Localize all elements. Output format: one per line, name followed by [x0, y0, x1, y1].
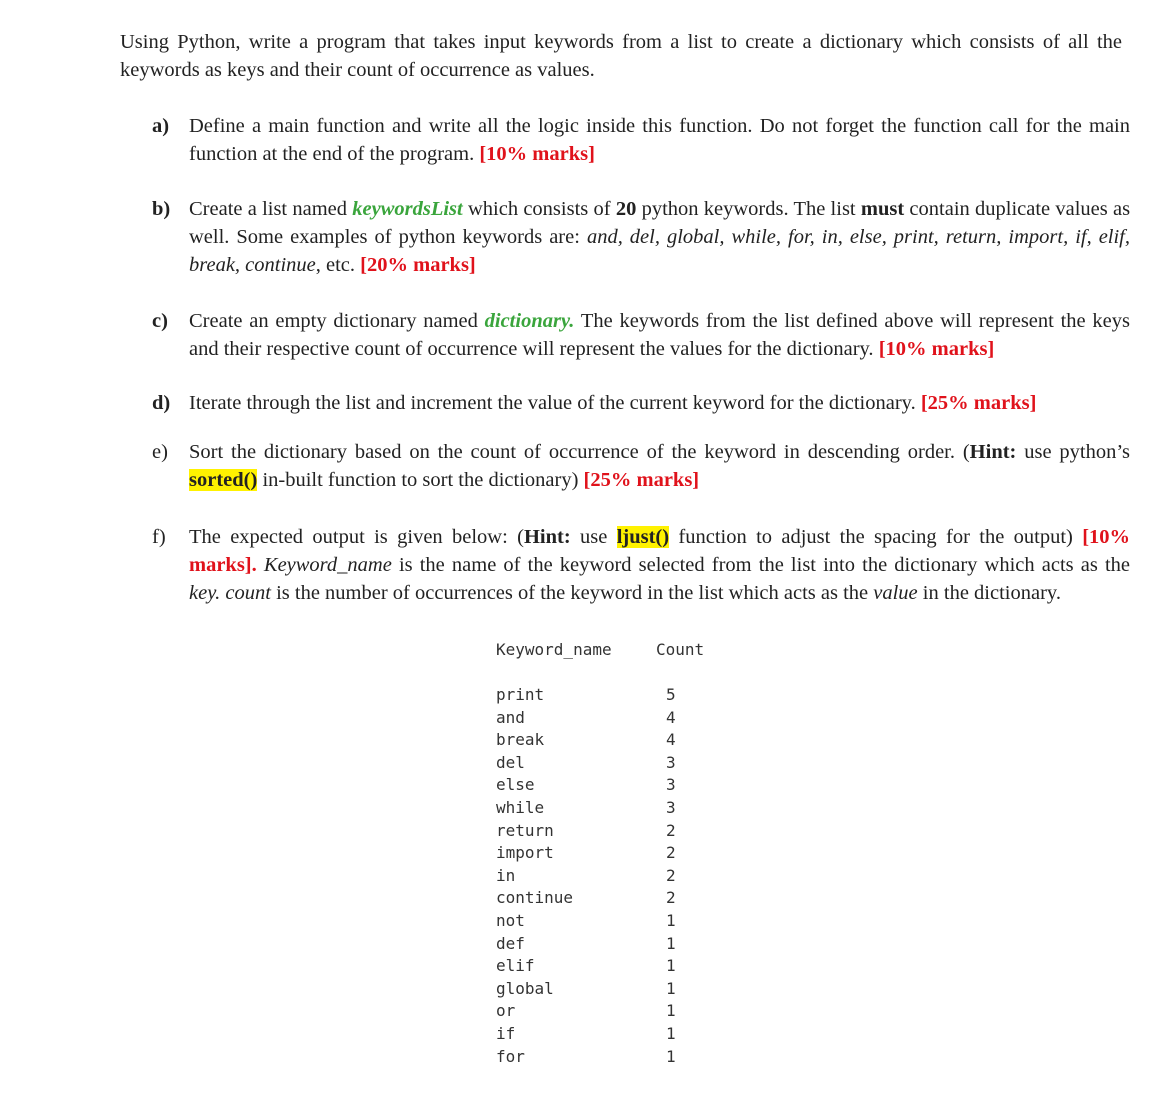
item-d-marks: [25% marks]	[920, 392, 1037, 414]
item-a-marks: [10% marks]	[479, 143, 595, 165]
table-row	[496, 843, 716, 866]
table-row	[496, 979, 716, 1002]
item-e-t3: in-built function to sort the dictionary)	[262, 469, 579, 491]
row-keyword: if	[496, 1024, 516, 1043]
item-f-hint: Hint:	[523, 526, 571, 548]
item-d-body: Iterate through the list and increment the value of the current keyword for the dictionary.	[189, 392, 916, 414]
item-e-label: e)	[152, 441, 168, 463]
row-keyword: while	[496, 798, 545, 817]
item-b-label: b)	[152, 198, 171, 220]
item-b-t5: , etc.	[315, 254, 356, 276]
item-a-body: Define a main function and write all the logic inside this function. Do not forget the function call for the main function at the end of the program.	[189, 115, 1130, 165]
table-row	[496, 821, 716, 844]
table-row	[496, 775, 716, 798]
row-count: 1	[666, 1046, 676, 1066]
item-c-t1: Create an empty dictionary named	[189, 310, 478, 332]
item-c-t2: The keywords from the list defined above will represent the keys and their respective count of occurrence will represent the values for the dictionary.	[189, 310, 1130, 360]
row-count: 3	[666, 775, 676, 795]
item-b-t2: which consists of	[467, 198, 611, 220]
row-keyword: break	[496, 730, 545, 750]
row-count: 2	[666, 843, 676, 863]
item-b-t4: contain duplicate values as well. Some examples of python keywords are:	[189, 198, 1131, 248]
item-a	[152, 112, 1130, 168]
table-row	[496, 708, 716, 731]
item-d	[152, 389, 1130, 417]
item-e-marks: [25% marks]	[583, 469, 700, 491]
row-keyword: return	[496, 820, 554, 840]
item-c	[152, 307, 1130, 363]
item-f-t3: function to adjust the spacing for the output)	[678, 526, 1073, 548]
row-count: 1	[666, 911, 676, 930]
item-b	[152, 195, 1130, 279]
item-a-label: a)	[152, 115, 170, 137]
value-term: value	[873, 582, 918, 604]
row-count: 1	[666, 978, 676, 998]
item-e	[152, 438, 1130, 494]
row-count: 1	[666, 1024, 676, 1043]
table-row	[496, 956, 716, 979]
row-keyword: elif	[496, 956, 535, 976]
row-keyword: global	[496, 978, 554, 998]
table-row	[496, 1047, 716, 1070]
table-row	[496, 934, 716, 957]
row-keyword: else	[496, 775, 535, 795]
row-keyword: for	[496, 1046, 525, 1066]
item-e-hint: Hint:	[969, 441, 1017, 463]
header-keyword-name: Keyword_name	[496, 640, 612, 659]
item-a-text	[189, 112, 1130, 168]
row-keyword: in	[496, 865, 516, 885]
keyword-examples: and, del, global, while, for, in, else, print, return, import, if, elif, break, continue	[189, 226, 1131, 276]
table-row	[496, 753, 716, 776]
table-row	[496, 685, 716, 708]
item-c-text	[189, 307, 1130, 363]
row-count: 3	[666, 752, 676, 772]
table-row	[496, 730, 716, 753]
ljust-function: ljust()	[616, 526, 670, 548]
row-keyword: not	[496, 911, 525, 930]
item-f-t4: is the name of the keyword selected from the list into the dictionary which acts as the	[398, 554, 1130, 576]
row-count: 3	[666, 798, 676, 817]
keyword-count-number: 20	[615, 198, 637, 220]
keyword-name-term: Keyword_name	[263, 554, 392, 576]
item-e-text	[189, 438, 1130, 494]
keywords-list-name: keywordsList	[352, 198, 463, 220]
item-f-t5: is the number of occurrences of the keyword in the list which acts as the	[276, 582, 869, 604]
sorted-function: sorted()	[189, 469, 258, 491]
row-count: 1	[666, 933, 676, 953]
item-f-marks: [10% marks].	[189, 526, 1131, 576]
row-count: 4	[666, 707, 676, 727]
item-e-t1: Sort the dictionary based on the count of occurrence of the keyword in descending order. (	[189, 441, 970, 463]
table-row	[496, 888, 716, 911]
item-b-t3: python keywords. The list	[641, 198, 856, 220]
item-f	[152, 523, 1130, 607]
header-count: Count	[656, 640, 705, 659]
item-d-text	[189, 389, 1130, 417]
table-row	[496, 1001, 716, 1024]
count-term: count	[225, 582, 271, 604]
row-keyword: or	[496, 1001, 516, 1021]
item-f-t6: in the dictionary.	[922, 582, 1061, 604]
table-row	[496, 911, 716, 934]
item-b-marks: [20% marks]	[360, 254, 476, 276]
item-b-text	[189, 195, 1130, 279]
table-row	[496, 798, 716, 821]
row-count: 2	[666, 865, 676, 885]
intro-paragraph: Using Python, write a program that takes input keywords from a list to create a dictionary which consists of all the keywords as keys and their count of occurrence as values.	[120, 31, 1122, 81]
row-keyword: and	[496, 707, 525, 727]
item-c-marks: [10% marks]	[878, 338, 995, 360]
row-count: 1	[666, 1001, 676, 1021]
row-count: 5	[666, 685, 676, 704]
table-row	[496, 1024, 716, 1047]
key-term: key.	[189, 582, 221, 604]
row-keyword: import	[496, 843, 554, 863]
dictionary-name: dictionary.	[484, 310, 575, 332]
row-keyword: continue	[496, 888, 574, 908]
item-f-t1: The expected output is given below: (	[189, 526, 524, 548]
table-row	[496, 866, 716, 889]
row-keyword: del	[496, 752, 525, 772]
item-f-label: f)	[152, 526, 166, 548]
item-b-t1: Create a list named	[189, 198, 348, 220]
item-c-label: c)	[152, 310, 168, 332]
row-count: 2	[666, 888, 676, 908]
item-d-label: d)	[152, 392, 171, 414]
item-e-t2: use python’s	[1024, 441, 1130, 463]
row-keyword: print	[496, 685, 545, 704]
item-f-t2: use	[580, 526, 608, 548]
row-count: 1	[666, 956, 676, 976]
item-f-text	[189, 523, 1130, 607]
row-keyword: def	[496, 933, 525, 953]
must-emphasis: must	[860, 198, 905, 220]
row-count: 2	[666, 820, 676, 840]
row-count: 4	[666, 730, 676, 750]
